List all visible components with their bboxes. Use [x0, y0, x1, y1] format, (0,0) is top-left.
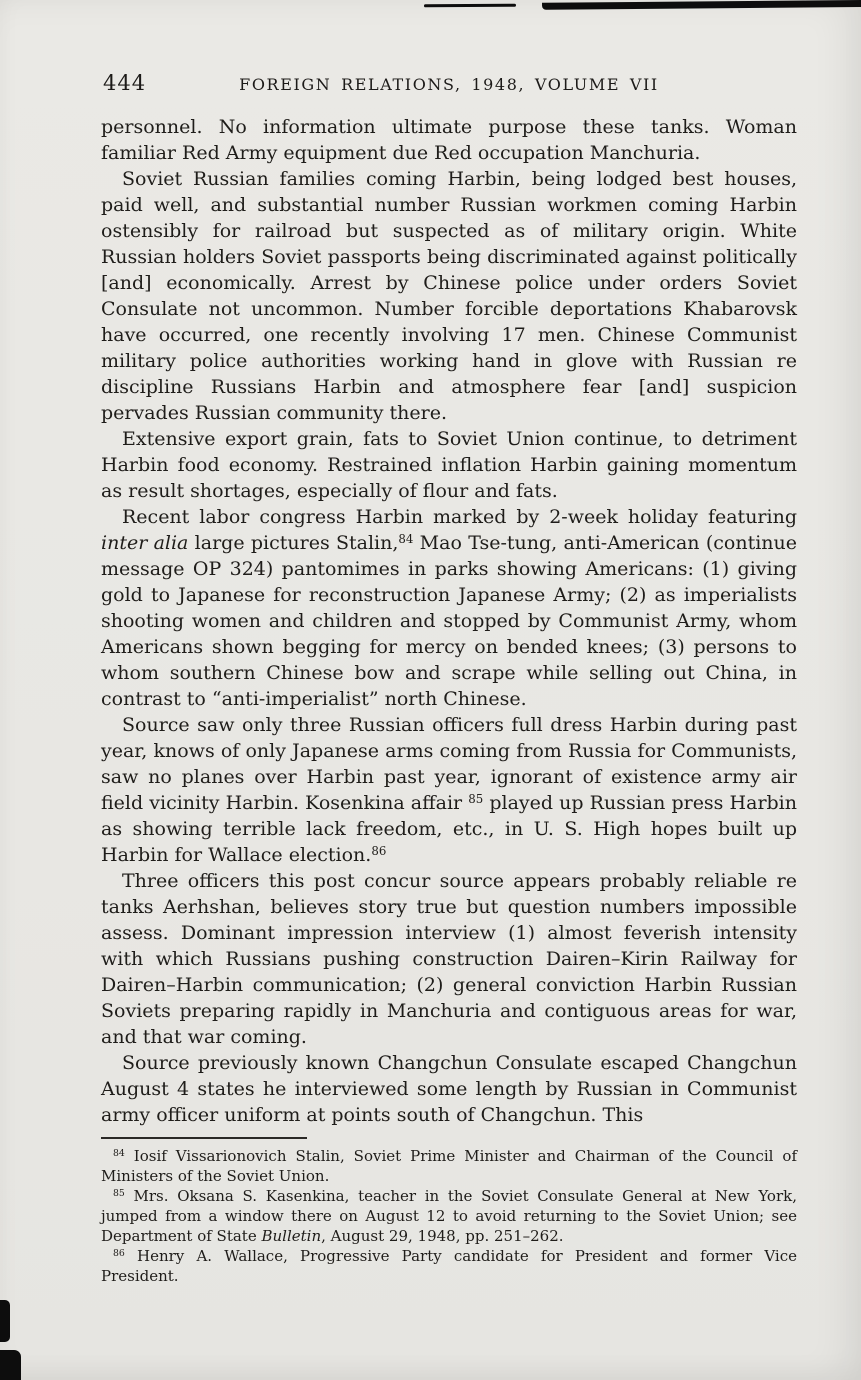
footnotes-section	[101, 1146, 797, 1286]
footnote-text: Mrs. Oksana S. Kasenkina, teacher in the Soviet Consulate General at New York, jumped from a window there on August 12 to avoid returning to the Soviet Union; see Department of State	[101, 1187, 797, 1245]
paragraph-labor-congress	[101, 504, 797, 712]
footnote-85	[101, 1186, 797, 1246]
footnote-text: , August 29, 1948, pp. 251–262.	[321, 1227, 564, 1245]
scan-artifact-top-bar	[542, 0, 861, 10]
page-number: 444	[103, 71, 147, 95]
paragraph-soviet-families	[101, 166, 797, 426]
footnote-marker-86: 86	[113, 1247, 125, 1259]
paragraph-continuation	[101, 114, 797, 166]
scan-artifact-top-dash	[424, 4, 516, 8]
scan-artifact-bottom-small	[0, 1300, 10, 1342]
page-content	[101, 70, 797, 1286]
footnote-ref-84: 84	[398, 531, 414, 546]
footnote-marker-85: 85	[113, 1187, 125, 1199]
paragraph-text: large pictures Stalin,	[188, 532, 399, 554]
footnote-84	[101, 1146, 797, 1186]
footnote-divider	[101, 1137, 307, 1139]
footnote-ref-86: 86	[371, 843, 387, 858]
paragraph-text: Soviet Russian families coming Harbin, being lodged best houses, paid well, and substantial number Russian workmen coming Harbin ostensibly for railroad but suspected as of military origin. White Russian holders Soviet passports being discriminated against politically [and] economically. Arrest by Chinese police under orders Soviet Consulate not uncommon. Number forcible deportations Khabarovsk have occurred, one recently involving 17 men. Chinese Communist military police authorities working hand in glove with Russian re discipline Russians Harbin and atmosphere fear [and] suspicion pervades Russian community there.	[101, 168, 797, 424]
paragraph-source-observations	[101, 712, 797, 868]
paragraph-text: Mao Tse-tung, anti-American (continue message OP 324) pantomimes in parks showing Americans: (1) giving gold to Japanese for reconstruction Japanese Army; (2) as imperialists shooting women and children and stopped by Communist Army, whom Americans shown begging for mercy on bended knees; (3) persons to whom southern Chinese bow and scrape while selling out China, in contrast to “anti-imperialist” north Chinese.	[101, 532, 797, 710]
paragraph-export-grain	[101, 426, 797, 504]
running-header-title: FOREIGN RELATIONS, 1948, VOLUME VII	[239, 75, 659, 94]
footnote-86	[101, 1246, 797, 1286]
footnote-marker-84: 84	[113, 1147, 125, 1159]
paragraph-text: Three officers this post concur source appears probably reliable re tanks Aerhshan, believes story true but question numbers impossible assess. Dominant impression interview (1) almost feverish intensity with which Russians pushing construction Dairen–Kirin Railway for Dairen–Harbin communication; (2) general conviction Harbin Russian Soviets preparing rapidly in Manchuria and contiguous areas for war, and that war coming.	[101, 870, 797, 1048]
page-header	[101, 70, 797, 102]
paragraph-text: Recent labor congress Harbin marked by 2-week holiday featuring	[122, 506, 797, 528]
footnote-text: Henry A. Wallace, Progressive Party candidate for President and former Vice President.	[101, 1247, 797, 1285]
paragraph-text: Extensive export grain, fats to Soviet Union continue, to detriment Harbin food economy. Restrained inflation Harbin gaining momentum as result shortages, especially of flour and fats.	[101, 428, 797, 502]
paragraph-text: personnel. No information ultimate purpose these tanks. Woman familiar Red Army equipment due Red occupation Manchuria.	[101, 116, 797, 164]
paragraph-text: Source previously known Changchun Consulate escaped Changchun August 4 states he interviewed some length by Russian in Communist army officer uniform at points south of Changchun. This	[101, 1052, 797, 1126]
paragraph-officers-concur	[101, 868, 797, 1050]
italic-publication-title: Bulletin	[261, 1227, 322, 1245]
paragraph-text: Source saw only three Russian officers full dress Harbin during past year, knows of only Japanese arms coming from Russia for Communists, saw no planes over Harbin past year, ignorant of existence army air field vicinity Harbin. Kosenkina affair	[101, 714, 797, 814]
footnote-text: Iosif Vissarionovich Stalin, Soviet Prime Minister and Chairman of the Council of Ministers of the Soviet Union.	[101, 1147, 797, 1185]
paragraph-changchun-source	[101, 1050, 797, 1128]
italic-phrase: inter alia	[101, 532, 189, 554]
footnote-ref-85: 85	[468, 791, 484, 806]
paragraph-text: played up Russian press Harbin as showing terrible lack freedom, etc., in U. S. High hopes built up Harbin for Wallace election.	[101, 792, 797, 866]
document-body	[101, 114, 797, 1128]
scan-artifact-bottom-corner	[0, 1350, 21, 1380]
